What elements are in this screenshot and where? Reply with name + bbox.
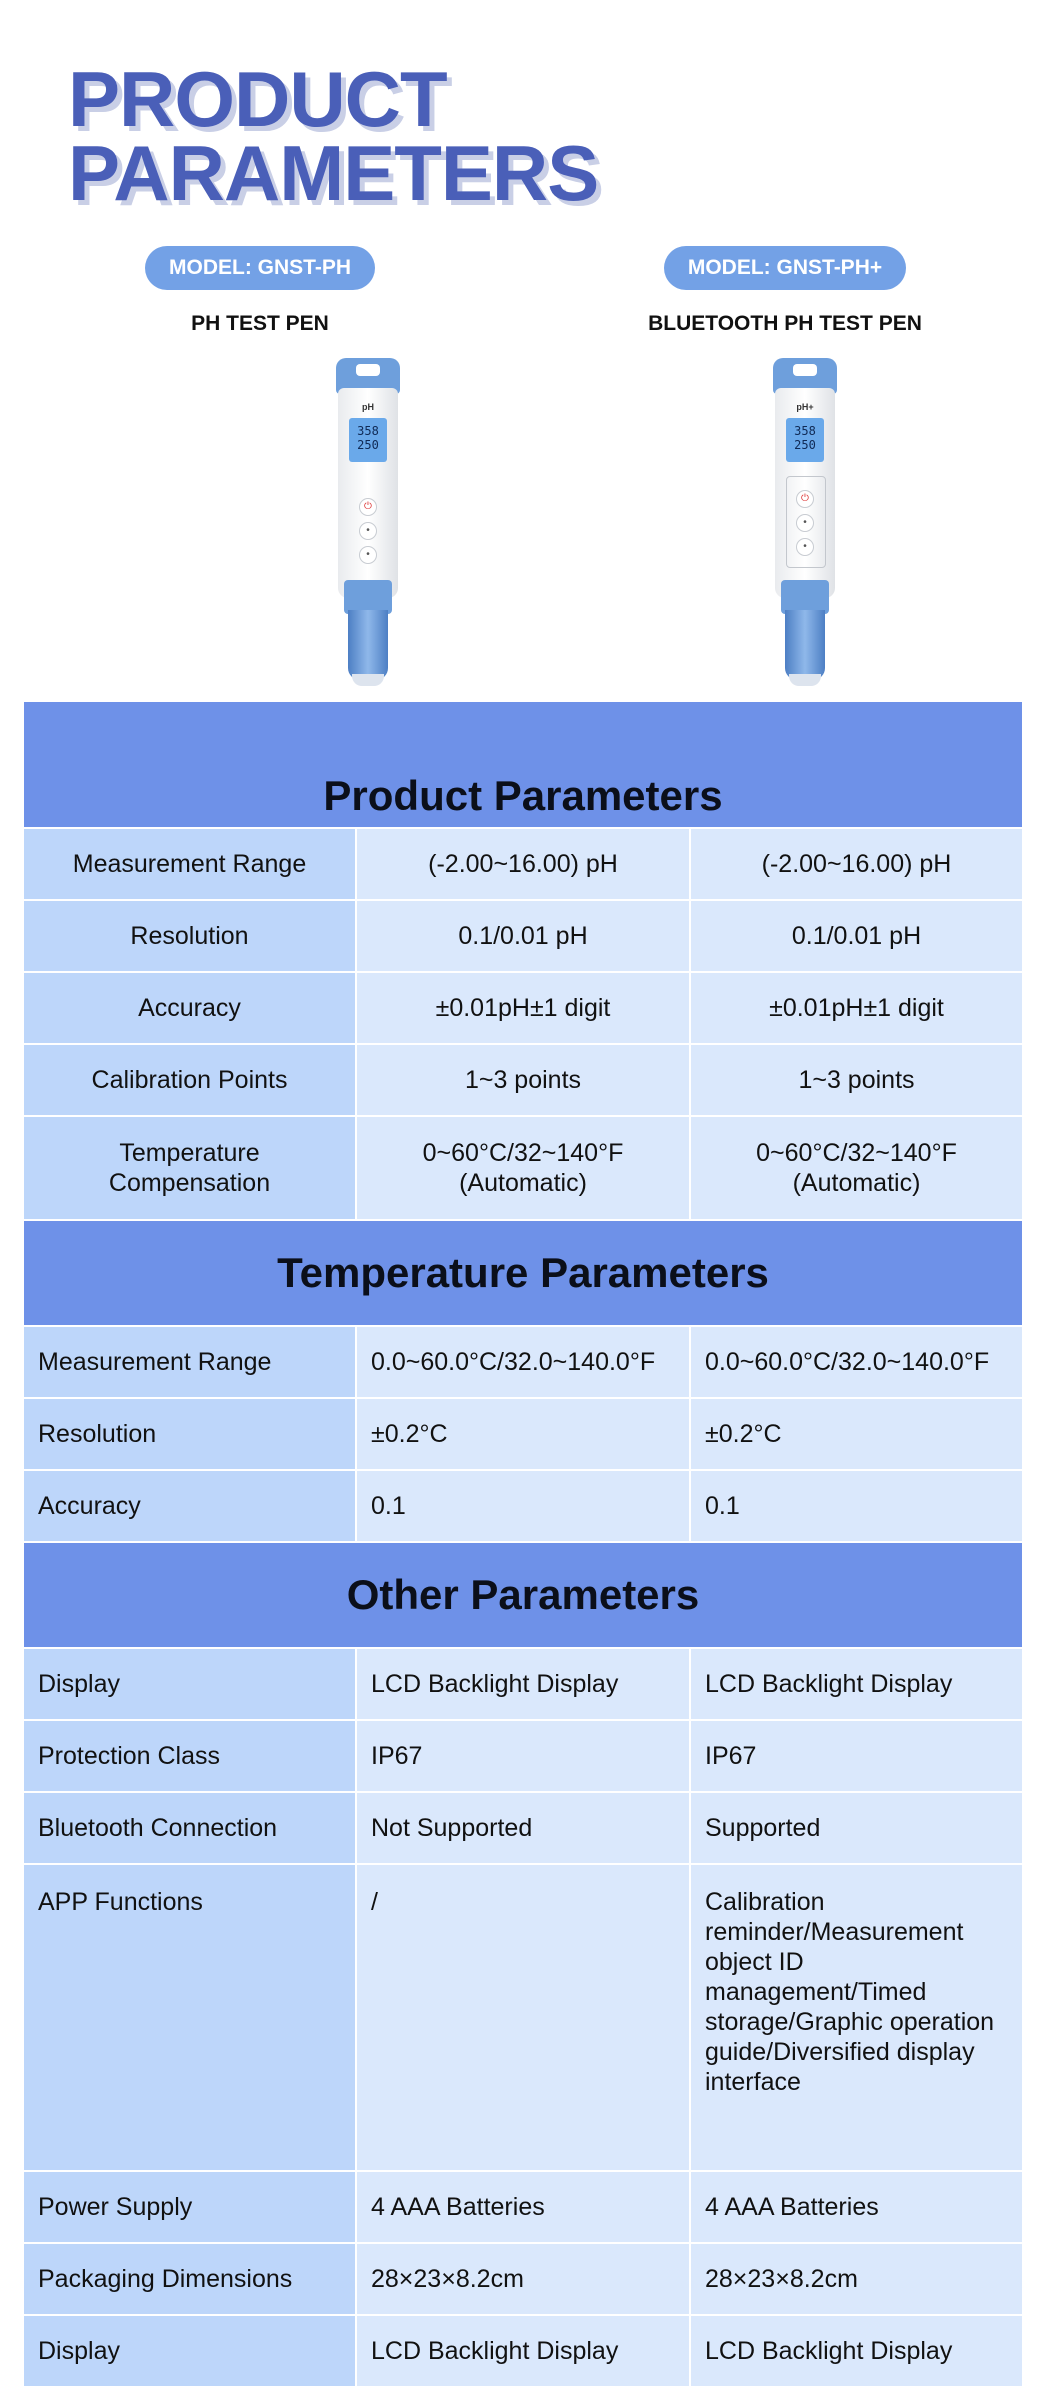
section-title: Product Parameters bbox=[23, 701, 1023, 828]
param-value-ph-plus: 28×23×8.2cm bbox=[690, 2243, 1023, 2315]
model-badge: MODEL: GNST-PH+ bbox=[664, 246, 906, 290]
mode-button-icon: • bbox=[359, 522, 377, 540]
param-label: Accuracy bbox=[23, 972, 356, 1044]
section-title: Temperature Parameters bbox=[23, 1220, 1023, 1326]
pen-brand-label: pH bbox=[362, 402, 374, 412]
power-icon: ⏻ bbox=[359, 498, 377, 516]
table-row bbox=[23, 972, 1023, 1044]
param-value-ph-plus: ±0.2°C bbox=[690, 1398, 1023, 1470]
param-label: Resolution bbox=[23, 1398, 356, 1470]
param-value-ph: 0.1 bbox=[356, 1470, 690, 1542]
lcd-temperature: 250 bbox=[794, 438, 816, 452]
param-label bbox=[23, 1116, 356, 1220]
pen-collar bbox=[344, 580, 392, 614]
model-card-ph bbox=[50, 246, 470, 336]
section-header-product bbox=[23, 701, 1023, 828]
param-value-ph: ±0.01pH±1 digit bbox=[356, 972, 690, 1044]
table-row bbox=[23, 1398, 1023, 1470]
model-badge: MODEL: GNST-PH bbox=[145, 246, 375, 290]
param-value-ph-plus: 4 AAA Batteries bbox=[690, 2171, 1023, 2243]
table-row bbox=[23, 1648, 1023, 1720]
param-label: Accuracy bbox=[23, 1470, 356, 1542]
model-name: PH TEST PEN bbox=[191, 312, 329, 335]
param-value-ph-plus: Calibration reminder/Measurement object ID management/Timed storage/Graphic operation guide/Diversified display interface bbox=[690, 1864, 1023, 2171]
param-value-ph: 0.0~60.0°C/32.0~140.0°F bbox=[356, 1326, 690, 1398]
param-value-ph-plus: LCD Backlight Display bbox=[690, 2315, 1023, 2387]
pen-body bbox=[338, 388, 398, 598]
param-value-ph: 1~3 points bbox=[356, 1044, 690, 1116]
bluetooth-ph-test-pen-image bbox=[773, 358, 837, 688]
lcd-reading: 358 bbox=[794, 424, 816, 438]
pen-tip bbox=[789, 674, 821, 686]
power-icon: ⏻ bbox=[796, 490, 814, 508]
param-label: Packaging Dimensions bbox=[23, 2243, 356, 2315]
page-title-line1: PRODUCT bbox=[68, 55, 447, 143]
param-value-ph: ±0.2°C bbox=[356, 1398, 690, 1470]
param-value-ph-plus: 0.1 bbox=[690, 1470, 1023, 1542]
param-value-ph: LCD Backlight Display bbox=[356, 1648, 690, 1720]
param-value-ph bbox=[356, 1116, 690, 1220]
param-value-ph-plus: 1~3 points bbox=[690, 1044, 1023, 1116]
pen-collar bbox=[781, 580, 829, 614]
param-label: Measurement Range bbox=[23, 1326, 356, 1398]
pen-brand-label: pH+ bbox=[796, 402, 814, 412]
param-value-ph-plus: 0.0~60.0°C/32.0~140.0°F bbox=[690, 1326, 1023, 1398]
param-label: Display bbox=[23, 2315, 356, 2387]
param-value-ph-plus: IP67 bbox=[690, 1720, 1023, 1792]
param-value-line2: (Automatic) bbox=[792, 1169, 921, 1197]
pen-tip bbox=[352, 674, 384, 686]
lcd-temperature: 250 bbox=[357, 438, 379, 452]
section-title: Other Parameters bbox=[23, 1542, 1023, 1648]
table-row bbox=[23, 1044, 1023, 1116]
param-value-ph: 4 AAA Batteries bbox=[356, 2171, 690, 2243]
pen-probe bbox=[348, 610, 388, 680]
table-row bbox=[23, 2315, 1023, 2387]
param-label: Display bbox=[23, 1648, 356, 1720]
param-value-line2: (Automatic) bbox=[459, 1169, 587, 1197]
table-row bbox=[23, 2171, 1023, 2243]
param-value-line1: 0~60°C/32~140°F bbox=[756, 1139, 957, 1167]
param-value-ph: (-2.00~16.00) pH bbox=[356, 828, 690, 900]
param-value-line1: 0~60°C/32~140°F bbox=[422, 1139, 624, 1167]
table-row bbox=[23, 900, 1023, 972]
page-title-line2: PARAMETERS bbox=[68, 129, 599, 217]
param-value-ph-plus: ±0.01pH±1 digit bbox=[690, 972, 1023, 1044]
param-label: Power Supply bbox=[23, 2171, 356, 2243]
mode-button-icon: • bbox=[796, 514, 814, 532]
parameters-table bbox=[22, 700, 1024, 2388]
table-row bbox=[23, 1326, 1023, 1398]
lcd-screen bbox=[786, 418, 824, 462]
cal-button-icon: • bbox=[359, 546, 377, 564]
param-label-line2: Compensation bbox=[108, 1169, 271, 1197]
table-row bbox=[23, 2243, 1023, 2315]
page-title bbox=[68, 55, 599, 217]
table-row bbox=[23, 1720, 1023, 1792]
table-row bbox=[23, 828, 1023, 900]
bluetooth-button-icon: • bbox=[796, 538, 814, 556]
model-name: BLUETOOTH PH TEST PEN bbox=[648, 312, 922, 335]
section-header-other bbox=[23, 1542, 1023, 1648]
lcd-reading: 358 bbox=[357, 424, 379, 438]
pen-probe bbox=[785, 610, 825, 680]
param-label: Measurement Range bbox=[23, 828, 356, 900]
param-label: APP Functions bbox=[23, 1864, 356, 2171]
param-value-ph-plus bbox=[690, 1116, 1023, 1220]
ph-test-pen-image bbox=[336, 358, 400, 688]
model-card-ph-plus bbox=[575, 246, 995, 336]
param-value-ph-plus: Supported bbox=[690, 1792, 1023, 1864]
param-value-ph: IP67 bbox=[356, 1720, 690, 1792]
table-row bbox=[23, 1864, 1023, 2171]
param-value-ph: / bbox=[356, 1864, 690, 2171]
table-row bbox=[23, 1116, 1023, 1220]
table-row bbox=[23, 1470, 1023, 1542]
table-row bbox=[23, 1792, 1023, 1864]
param-value-ph: 0.1/0.01 pH bbox=[356, 900, 690, 972]
section-header-temperature bbox=[23, 1220, 1023, 1326]
param-value-ph-plus: 0.1/0.01 pH bbox=[690, 900, 1023, 972]
param-value-ph-plus: (-2.00~16.00) pH bbox=[690, 828, 1023, 900]
param-label: Calibration Points bbox=[23, 1044, 356, 1116]
param-label: Resolution bbox=[23, 900, 356, 972]
lcd-screen bbox=[349, 418, 387, 462]
param-value-ph-plus: LCD Backlight Display bbox=[690, 1648, 1023, 1720]
param-label: Bluetooth Connection bbox=[23, 1792, 356, 1864]
param-value-ph: LCD Backlight Display bbox=[356, 2315, 690, 2387]
param-value-ph: Not Supported bbox=[356, 1792, 690, 1864]
param-label-line1: Temperature bbox=[119, 1139, 260, 1167]
param-label: Protection Class bbox=[23, 1720, 356, 1792]
param-value-ph: 28×23×8.2cm bbox=[356, 2243, 690, 2315]
pen-body bbox=[775, 388, 835, 598]
